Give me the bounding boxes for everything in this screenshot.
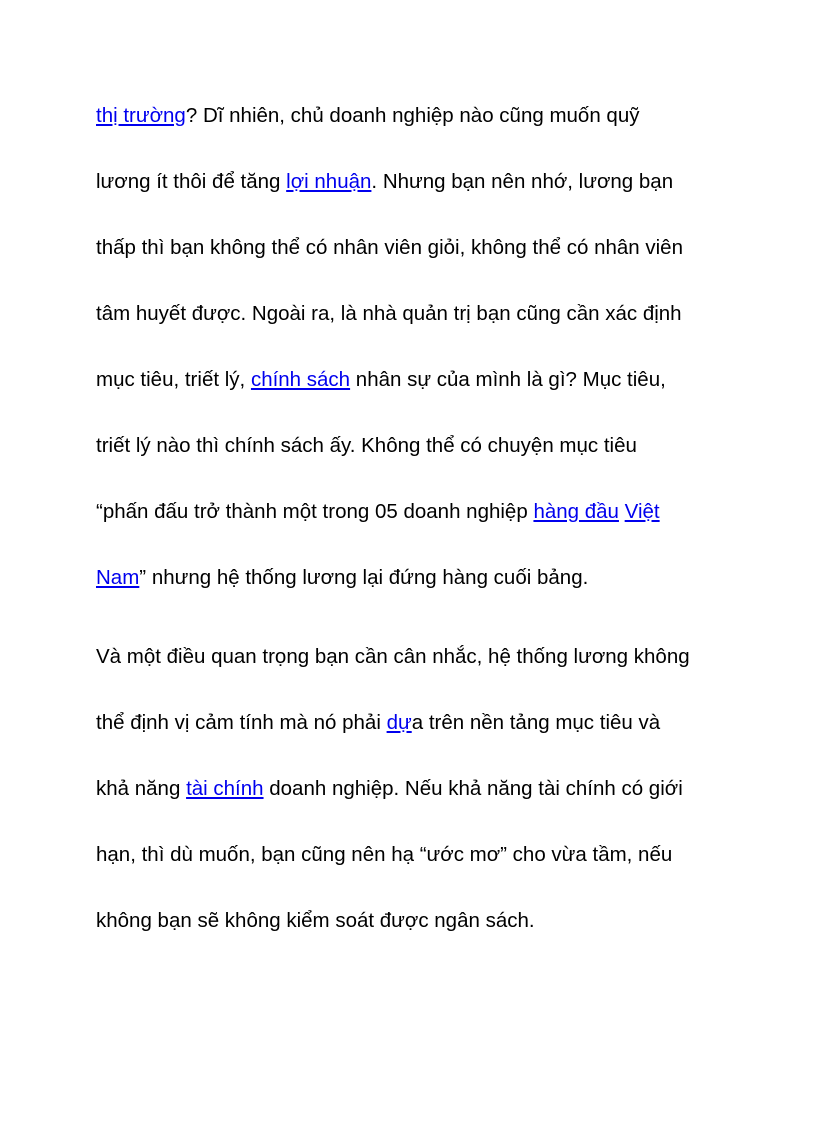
text-segment: ” nhưng hệ thống lương lại đứng hàng cuối bảng.: [139, 566, 589, 589]
text-line: [96, 902, 736, 968]
text-line: [96, 97, 736, 163]
text-segment: không bạn sẽ không kiểm soát được ngân sách.: [96, 909, 535, 932]
text-segment: . Nhưng bạn nên nhớ, lương bạn: [371, 170, 674, 193]
text-segment: nhân sự của mình là gì? Mục tiêu,: [350, 368, 666, 391]
text-segment: tâm huyết được. Ngoài ra, là nhà quản trị bạn cũng cần xác định: [96, 302, 682, 325]
text-segment: a trên nền tảng mục tiêu và: [411, 711, 661, 734]
paragraph-financial-capacity: [96, 638, 736, 968]
hyperlink[interactable]: thị trường: [96, 104, 186, 127]
text-segment: hạn, thì dù muốn, bạn cũng nên hạ “ước mơ” cho vừa tầm, nếu: [96, 843, 673, 866]
text-segment: ? Dĩ nhiên, chủ doanh nghiệp nào cũng muốn quỹ: [185, 104, 640, 127]
text-segment: mục tiêu, triết lý,: [96, 368, 251, 391]
hyperlink[interactable]: Nam: [96, 566, 140, 589]
text-line: [96, 361, 736, 427]
hyperlink[interactable]: lợi nhuận: [286, 170, 372, 193]
hyperlink[interactable]: dự: [386, 711, 412, 734]
text-segment: khả năng: [96, 777, 187, 800]
text-line: [96, 427, 736, 493]
text-segment: triết lý nào thì chính sách ấy. Không thể có chuyện mục tiêu: [96, 434, 637, 457]
text-segment: “phấn đấu trở thành một trong 05 doanh nghiệp: [96, 500, 534, 523]
text-line: [96, 163, 736, 229]
text-line: [96, 493, 736, 559]
text-segment: thấp thì bạn không thể có nhân viên giỏi, không thể có nhân viên: [96, 236, 683, 259]
text-segment: lương ít thôi để tăng: [96, 170, 287, 193]
text-line: [96, 836, 736, 902]
text-segment: thể định vị cảm tính mà nó phải: [96, 711, 387, 734]
text-line: [96, 559, 736, 625]
text-segment: Và một điều quan trọng bạn cần cân nhắc, hệ thống lương không: [96, 645, 690, 668]
hyperlink[interactable]: tài chính: [186, 777, 264, 800]
hyperlink[interactable]: chính sách: [250, 368, 351, 391]
text-line: [96, 295, 736, 361]
text-line: [96, 704, 736, 770]
text-line: [96, 638, 736, 704]
text-line: [96, 770, 736, 836]
hyperlink[interactable]: Việt: [624, 500, 660, 523]
text-line: [96, 229, 736, 295]
paragraph-salary-goals: [96, 97, 736, 625]
hyperlink[interactable]: hàng đầu: [533, 500, 619, 523]
text-segment: doanh nghiệp. Nếu khả năng tài chính có giới: [263, 777, 683, 800]
